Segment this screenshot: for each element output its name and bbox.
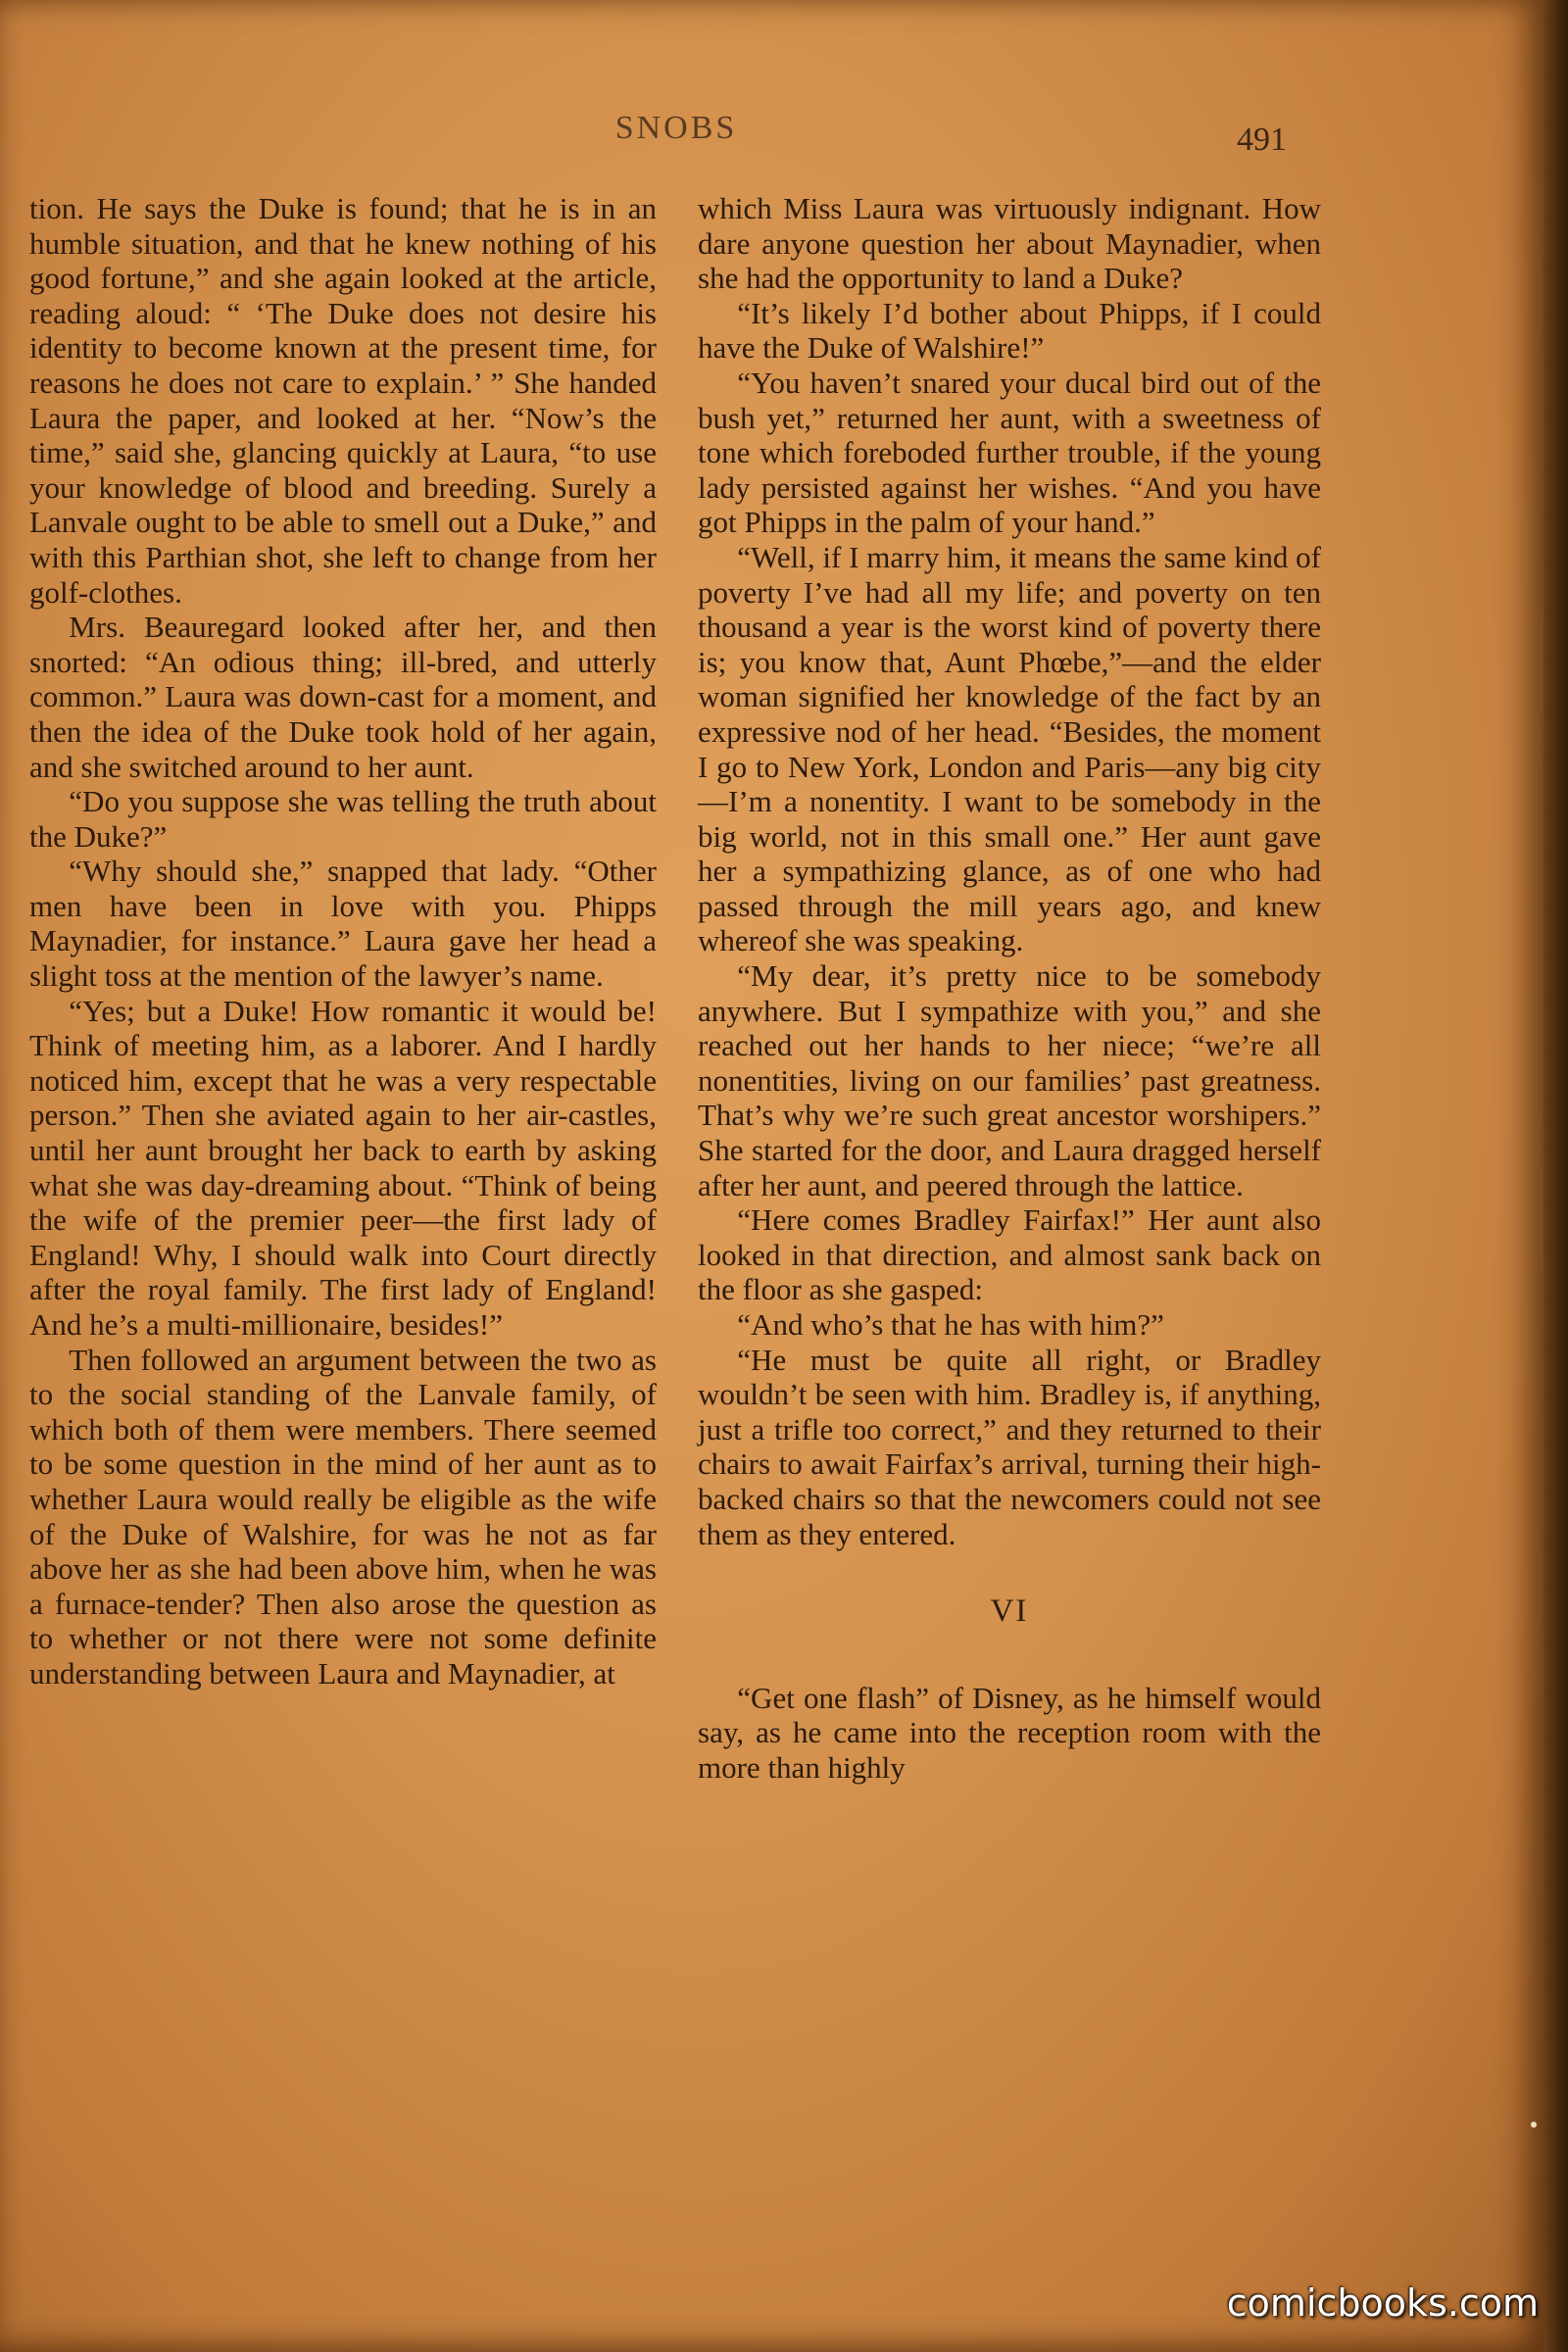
paragraph: “Do you suppose she was telling the truth about the Duke?” (29, 784, 657, 854)
right-column (698, 191, 1321, 1786)
paragraph: “Get one flash” of Disney, as he himself would say, as he came into the reception room with the more than highly (698, 1680, 1321, 1785)
paragraph: which Miss Laura was virtuously indignant. How dare anyone question her about Maynadier, when she had the opportunity to land a Duke? (698, 191, 1321, 296)
paragraph: “My dear, it’s pretty nice to be somebody anywhere. But I sympathize with you,” and she reached out her hands to her niece; “we’re all nonentities, living on our families’ past greatness. That’s why we’re such great ancestor worshipers.” She started for the door, and Laura dragged herself after her aunt, and peered through the lattice. (698, 958, 1321, 1202)
paragraph: Then followed an argument between the two as to the social standing of the Lanvale family, of which both of them were members. There seemed to be some question in the mind of her aunt as to whether Laura would really be eligible as the wife of the Duke of Walshire, for was he not as far above her as she had been above him, when he was a furnace-tender? Then also arose the question as to whether or not there were not some definite understanding between Laura and Maynadier, at (29, 1342, 657, 1690)
paragraph: “Here comes Bradley Fairfax!” Her aunt also looked in that direction, and almost sank back on the floor as she gasped: (698, 1202, 1321, 1307)
paragraph: “And who’s that he has with him?” (737, 1307, 1164, 1342)
paragraph: tion. He says the Duke is found; that he is in an humble situation, and that he knew nothing of his good fortune,” and she again looked at the article, reading aloud: “ ‘The Duke does not desire his identity to become known at the present time, for reasons he does not care to explain.’ ” She handed Laura the paper, and looked at her. “Now’s the time,” said she, glancing quickly at Laura, “to use your knowledge of blood and breeding. Surely a Lanvale ought to be able to smell out a Duke,” and with this Parthian shot, she left to change from her golf-clothes. (29, 191, 657, 610)
paragraph: Mrs. Beauregard looked after her, and then snorted: “An odious thing; ill-bred, and utterly common.” Laura was down-cast for a moment, and then the idea of the Duke took hold of her again, and she switched around to her aunt. (29, 610, 657, 784)
running-title: SNOBS (614, 110, 738, 146)
section-heading: VI (990, 1593, 1029, 1630)
paragraph: “Well, if I marry him, it means the same kind of poverty I’ve had all my life; and poverty on ten thousand a year is the worst kind of poverty there is; you know that, Aunt Phœbe,”—and the elder woman signified her knowledge of the fact by an expressive nod of her head. “Besides, the moment I go to New York, London and Paris—any big city—I’m a nonentity. I want to be somebody in the big world, not in this small one.” Her aunt gave her a sympathizing glance, as of one who had passed through the mill years ago, and knew whereof she was speaking. (698, 539, 1321, 958)
page-edge-shadow (1544, 0, 1568, 2352)
page-number: 491 (1237, 122, 1287, 158)
paper-speck (1531, 2122, 1537, 2128)
paragraph: “You haven’t snared your ducal bird out of the bush yet,” returned her aunt, with a sweetness of tone which foreboded further trouble, if the young lady persisted against her wishes. “And you have got Phipps in the palm of your hand.” (698, 365, 1321, 540)
left-column (29, 191, 657, 1691)
paragraph: “Why should she,” snapped that lady. “Other men have been in love with you. Phipps Maynadier, for instance.” Laura gave her head a slight toss at the mention of the lawyer’s name. (29, 854, 657, 994)
paragraph: “He must be quite all right, or Bradley wouldn’t be seen with him. Bradley is, if anything, just a trifle too correct,” and they returned to their chairs to await Fairfax’s arrival, turning their high-backed chairs so that the newcomers could not see them as they entered. (698, 1342, 1321, 1551)
paragraph: “Yes; but a Duke! How romantic it would be! Think of meeting him, as a laborer. And I hardly noticed him, except that he was a very respectable person.” Then she aviated again to her air-castles, until her aunt brought her back to earth by asking what she was day-dreaming about. “Think of being the wife of the premier peer—the first lady of England! Why, I should walk into Court directly after the royal family. The first lady of England! And he’s a multi-millionaire, besides!” (29, 993, 657, 1342)
watermark: comicbooks.com (1226, 2281, 1539, 2325)
paragraph: “It’s likely I’d bother about Phipps, if I could have the Duke of Walshire!” (698, 295, 1321, 366)
